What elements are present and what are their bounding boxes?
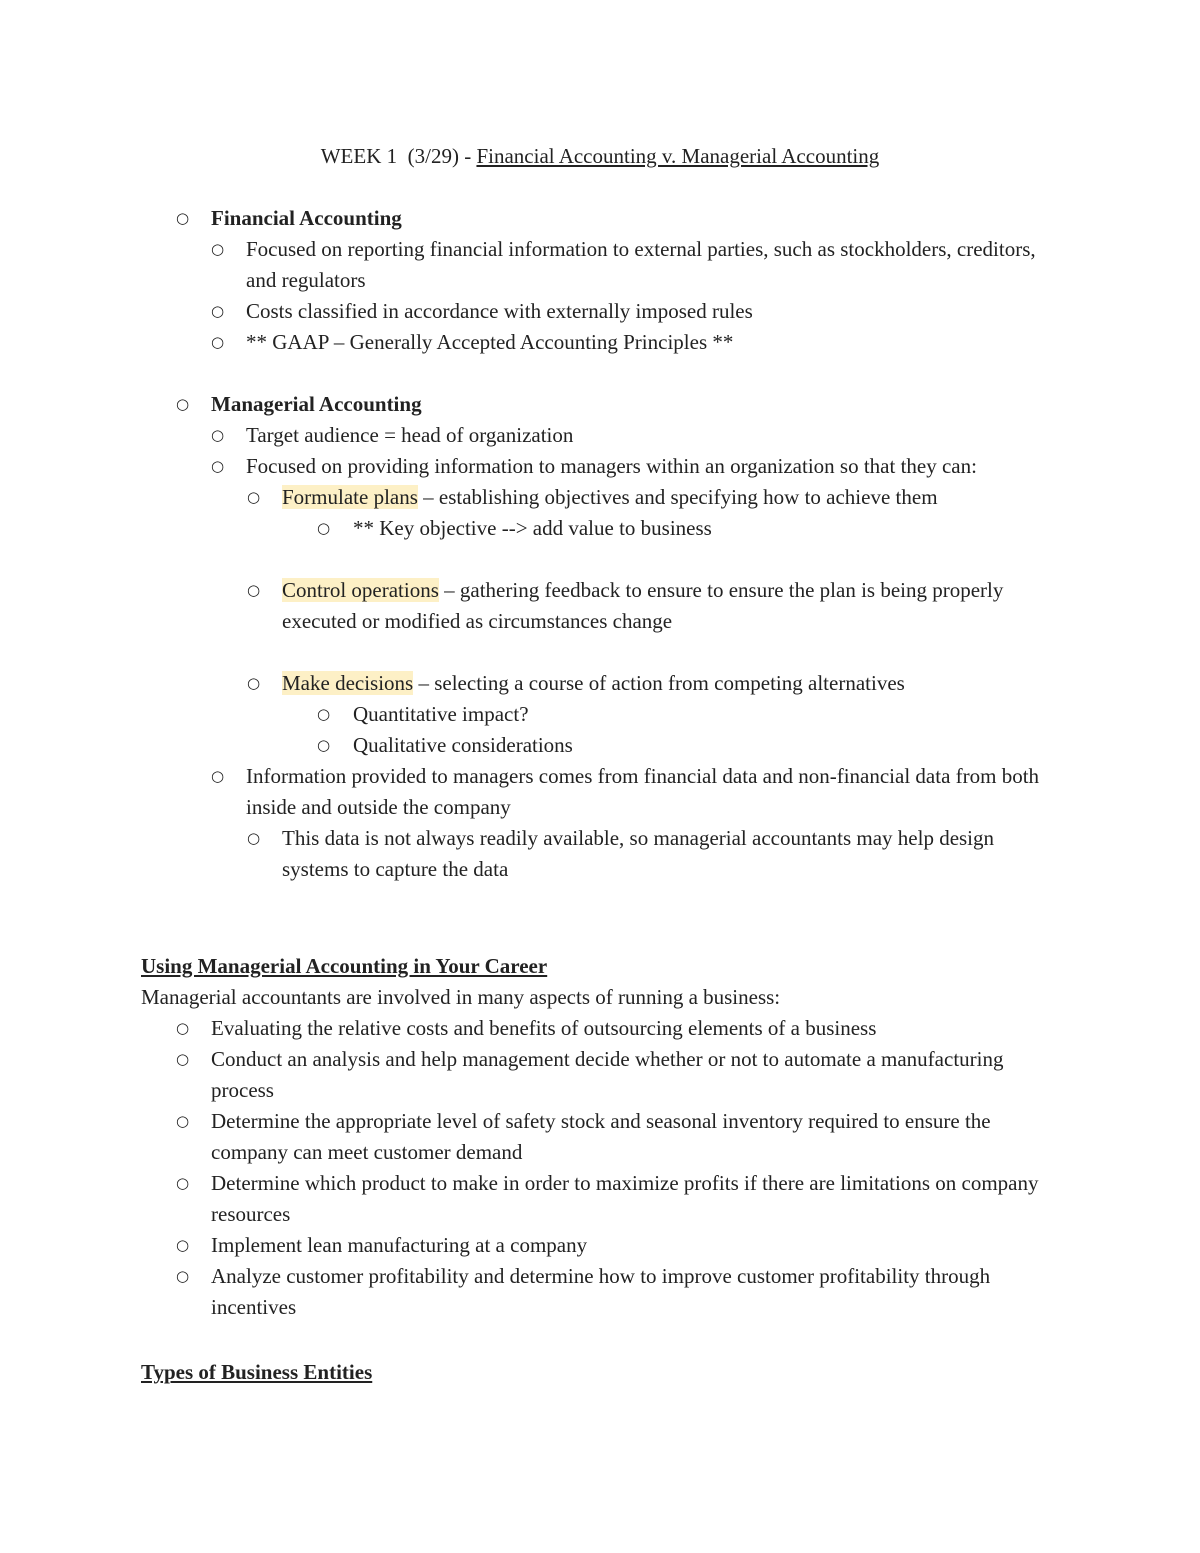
bullet-icon: ○ <box>176 1112 190 1130</box>
list-item-text: Evaluating the relative costs and benefits of outsourcing elements of a business <box>211 1016 877 1040</box>
career-heading: Using Managerial Accounting in Your Career <box>141 954 548 978</box>
list-item <box>0 1230 1200 1261</box>
list-item-text: – selecting a course of action from competing alternatives <box>413 671 905 695</box>
bullet-icon: ○ <box>176 1267 190 1285</box>
bullet-icon: ○ <box>211 767 225 785</box>
list-item-text: Implement lean manufacturing at a company <box>211 1233 588 1257</box>
spacer <box>0 544 1200 575</box>
financial-section <box>0 203 1200 358</box>
bullet-icon: ○ <box>211 240 225 258</box>
bullet-icon: ○ <box>176 1050 190 1068</box>
bullet-icon: ○ <box>211 426 225 444</box>
list-item-text: ** Key objective --> add value to business <box>353 516 712 540</box>
bullet-icon: ○ <box>176 1236 190 1254</box>
bullet-icon: ○ <box>211 302 225 320</box>
list-item <box>0 823 1200 885</box>
highlight-control-operations: Control operations <box>282 578 439 602</box>
list-item-text: Determine which product to make in order to maximize profits if there are limitations on company resources <box>211 1171 1039 1226</box>
list-item-text: Qualitative considerations <box>353 733 573 757</box>
list-item <box>0 1106 1200 1168</box>
list-item <box>0 513 1200 544</box>
list-item <box>0 575 1200 637</box>
bullet-icon: ○ <box>247 581 261 599</box>
managerial-section <box>0 389 1200 885</box>
list-item-text: Focused on reporting financial information to external parties, such as stockholders, creditors, and regulators <box>246 237 1036 292</box>
list-item-text: This data is not always readily available, so managerial accountants may help design systems to capture the data <box>282 826 995 881</box>
list-item <box>0 1044 1200 1106</box>
list-item <box>0 389 1200 420</box>
spacer <box>0 637 1200 668</box>
list-item <box>0 730 1200 761</box>
list-item-text: Target audience = head of organization <box>246 423 574 447</box>
list-item-text: – establishing objectives and specifying how to achieve them <box>417 485 938 509</box>
list-item <box>0 234 1200 296</box>
list-item <box>0 1168 1200 1230</box>
list-item <box>0 296 1200 327</box>
bullet-icon: ○ <box>317 705 331 723</box>
list-item <box>0 699 1200 730</box>
title-topic: Financial Accounting v. Managerial Accounting <box>476 144 880 168</box>
bullet-icon: ○ <box>176 1174 190 1192</box>
list-item <box>0 327 1200 358</box>
list-item <box>0 482 1200 513</box>
list-item-text: Analyze customer profitability and determine how to improve customer profitability through incentives <box>211 1264 991 1319</box>
list-item <box>0 668 1200 699</box>
bullet-icon: ○ <box>176 395 190 413</box>
bullet-icon: ○ <box>317 736 331 754</box>
list-item-text: Costs classified in accordance with externally imposed rules <box>246 299 753 323</box>
career-section <box>0 951 1200 1323</box>
bullet-icon: ○ <box>247 829 261 847</box>
list-item-text: Information provided to managers comes from financial data and non-financial data from both inside and outside the company <box>246 764 1040 819</box>
entities-section <box>0 1357 1200 1388</box>
managerial-heading: Managerial Accounting <box>211 392 422 416</box>
list-item <box>0 1261 1200 1323</box>
highlight-make-decisions: Make decisions <box>282 671 414 695</box>
bullet-icon: ○ <box>176 209 190 227</box>
list-item-text: – gathering feedback to ensure to ensure the plan is being properly executed or modified as circumstances change <box>282 578 1004 633</box>
list-item-text: Determine the appropriate level of safety stock and seasonal inventory required to ensure the company can meet customer demand <box>211 1109 991 1164</box>
list-item-text: Focused on providing information to managers within an organization so that they can: <box>246 454 977 478</box>
list-item <box>0 203 1200 234</box>
list-item-text: Conduct an analysis and help management decide whether or not to automate a manufacturing process <box>211 1047 1004 1102</box>
bullet-icon: ○ <box>211 333 225 351</box>
list-item <box>0 420 1200 451</box>
list-item-text: ** GAAP – Generally Accepted Accounting Principles ** <box>246 330 734 354</box>
bullet-icon: ○ <box>176 1019 190 1037</box>
list-item <box>0 761 1200 823</box>
bullet-icon: ○ <box>211 457 225 475</box>
bullet-icon: ○ <box>247 674 261 692</box>
entities-heading: Types of Business Entities <box>141 1360 373 1384</box>
bullet-icon: ○ <box>247 488 261 506</box>
career-intro: Managerial accountants are involved in many aspects of running a business: <box>141 985 781 1009</box>
highlight-formulate-plans: Formulate plans <box>282 485 418 509</box>
title-prefix: WEEK 1 (3/29) - <box>320 144 477 168</box>
list-item <box>0 1013 1200 1044</box>
list-item-text: Quantitative impact? <box>353 702 529 726</box>
bullet-icon: ○ <box>317 519 331 537</box>
list-item <box>0 451 1200 482</box>
financial-heading: Financial Accounting <box>211 206 402 230</box>
page-title <box>0 141 1200 172</box>
